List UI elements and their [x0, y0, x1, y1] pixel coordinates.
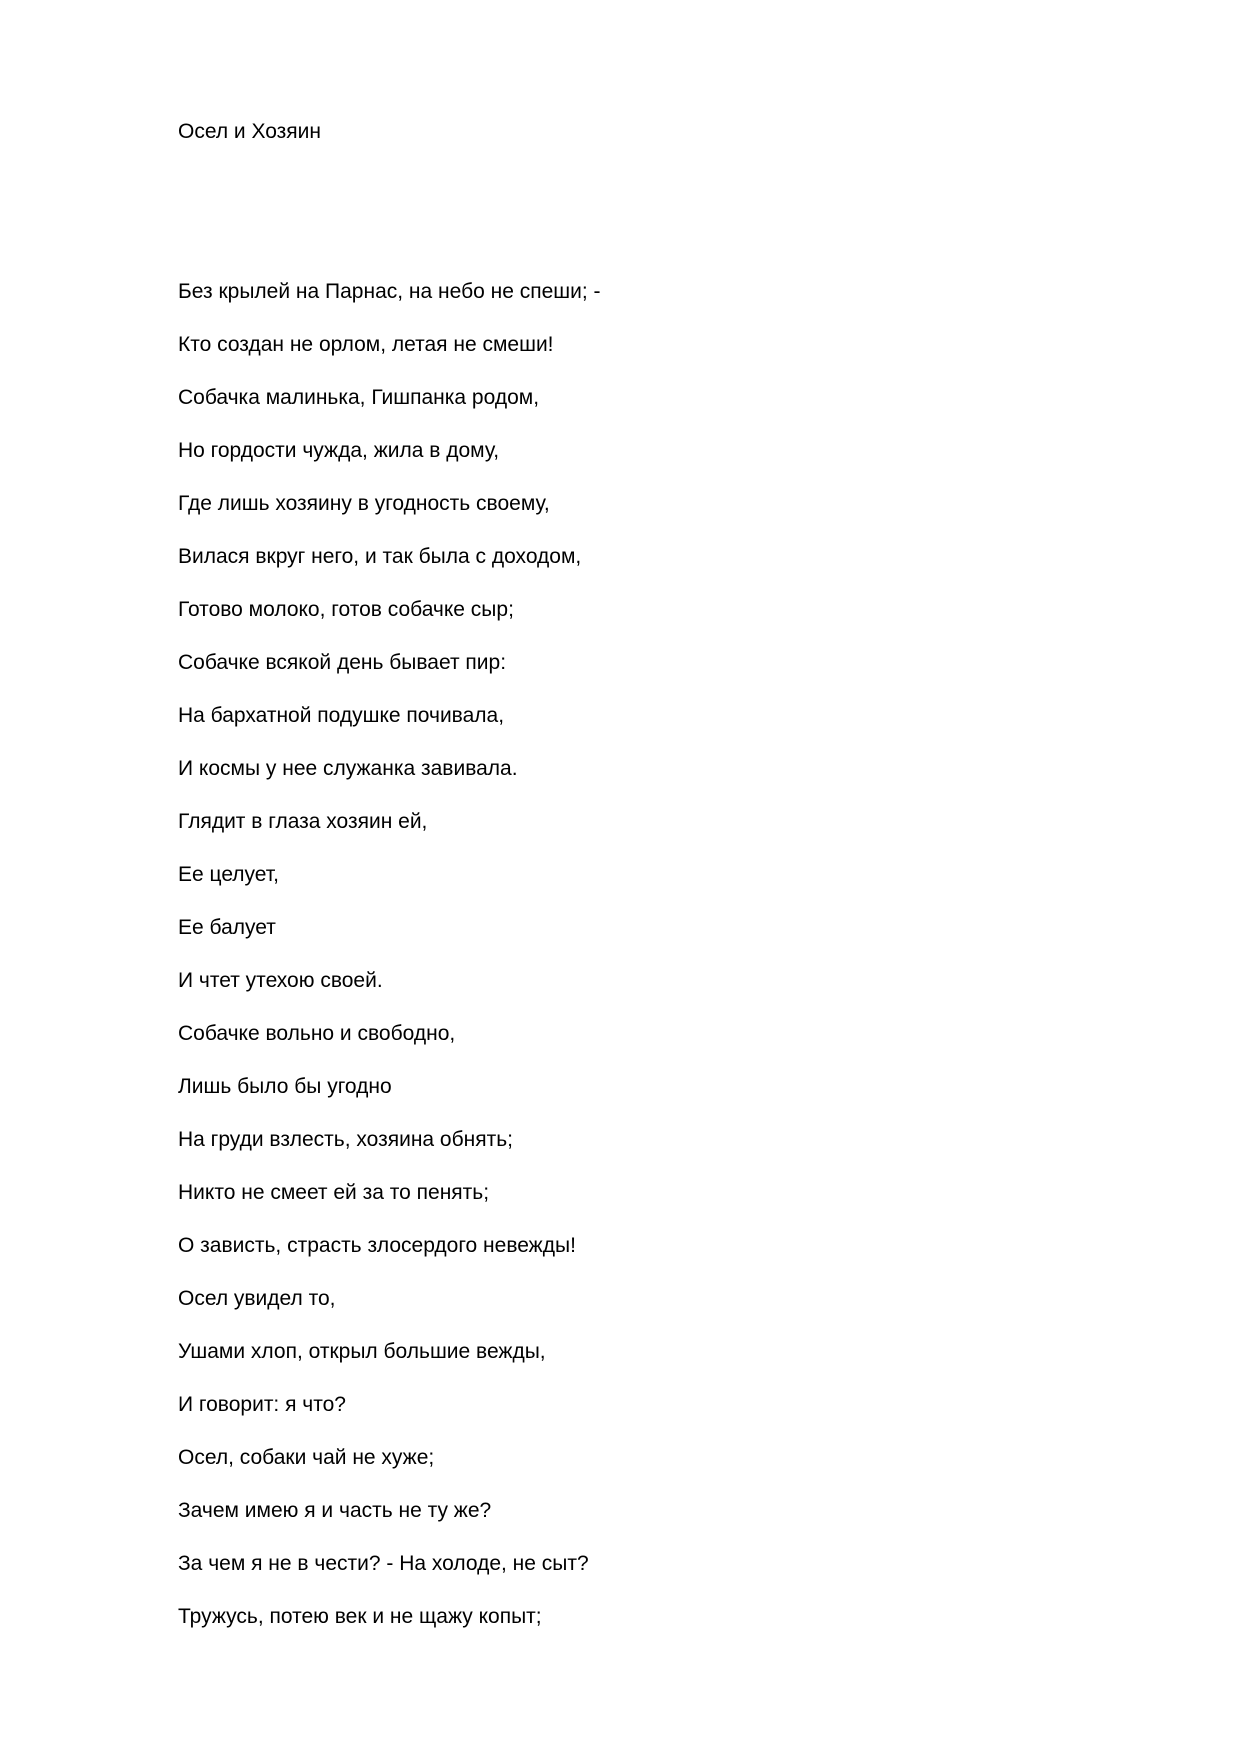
poem-line: Где лишь хозяину в угодность своему,: [178, 492, 550, 515]
poem-line: За чем я не в чести? - На холоде, не сыт?: [178, 1552, 589, 1575]
poem-line: Тружусь, потею век и не щажу копыт;: [178, 1605, 542, 1628]
poem-body: [178, 278, 601, 1656]
poem-line: На бархатной подушке почивала,: [178, 704, 505, 727]
poem-line: Без крылей на Парнас, на небо не спеши; -: [178, 280, 601, 303]
poem-line: Никто не смеет ей за то пенять;: [178, 1181, 490, 1204]
poem-line: Собачка малинька, Гишпанка родом,: [178, 386, 540, 409]
poem-line: Собачке вольно и свободно,: [178, 1022, 456, 1045]
poem-line: Но гордости чужда, жила в дому,: [178, 439, 500, 462]
poem-line: Готово молоко, готов собачке сыр;: [178, 598, 514, 621]
poem-title: Осел и Хозяин: [178, 120, 322, 143]
poem-line: Кто создан не орлом, летая не смеши!: [178, 333, 554, 356]
poem-line: О зависть, страсть злосердого невежды!: [178, 1234, 576, 1257]
poem-line: Ушами хлоп, открыл большие вежды,: [178, 1340, 546, 1363]
poem-line: Ее балует: [178, 916, 276, 939]
poem-line: Вилася вкруг него, и так была с доходом,: [178, 545, 582, 568]
poem-line: Осел увидел то,: [178, 1287, 336, 1310]
poem-line: И говорит: я что?: [178, 1393, 346, 1416]
poem-line: Глядит в глаза хозяин ей,: [178, 810, 428, 833]
poem-line: И космы у нее служанка завивала.: [178, 757, 518, 780]
poem-line: Зачем имею я и часть не ту же?: [178, 1499, 492, 1522]
poem-line: Ее целует,: [178, 863, 279, 886]
poem-line: Собачке всякой день бывает пир:: [178, 651, 507, 674]
poem-line: На груди взлесть, хозяина обнять;: [178, 1128, 513, 1151]
poem-line: Лишь было бы угодно: [178, 1075, 392, 1098]
poem-line: Осел, собаки чай не хуже;: [178, 1446, 435, 1469]
poem-line: И чтет утехою своей.: [178, 969, 383, 992]
